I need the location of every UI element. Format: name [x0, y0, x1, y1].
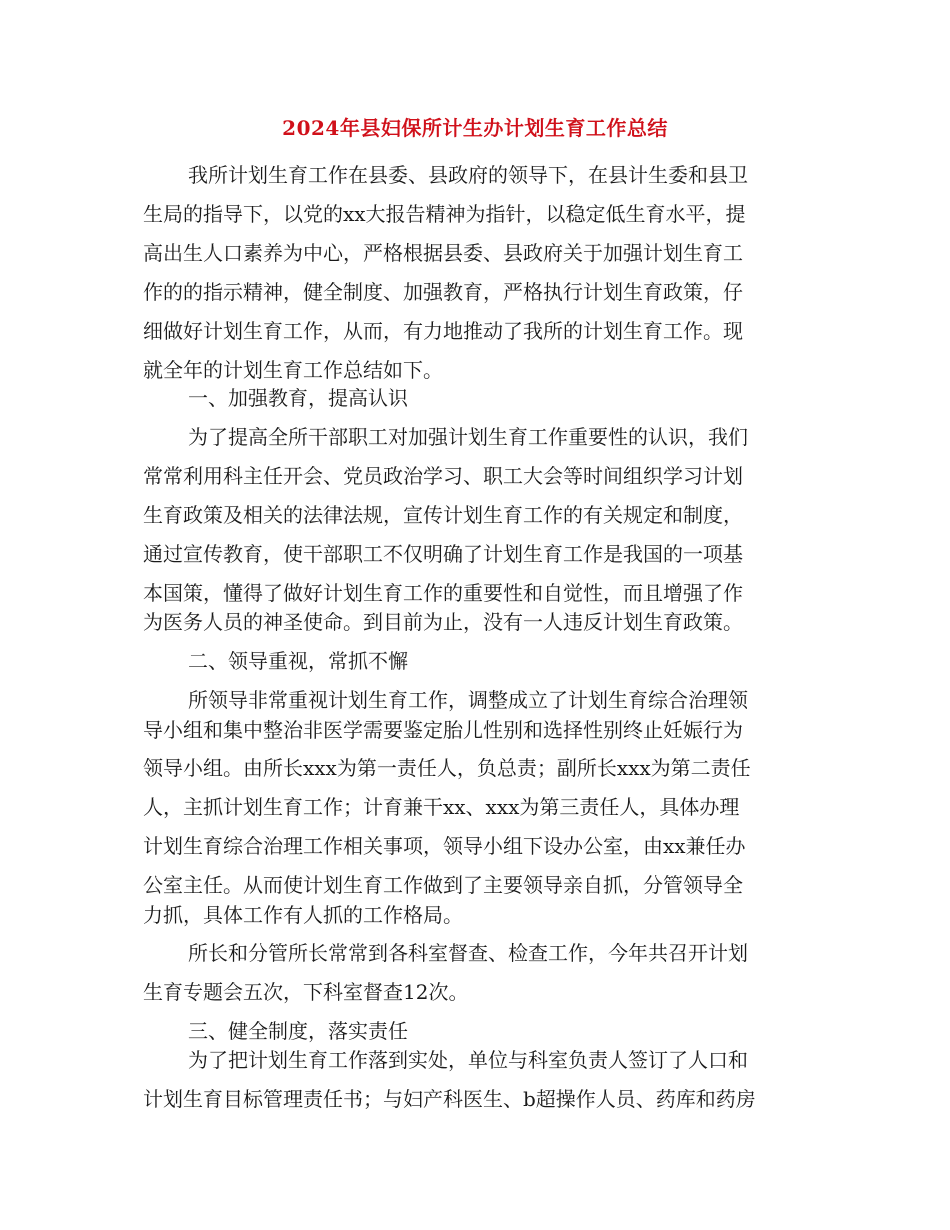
body-line: 所领导非常重视计划生育工作，调整成立了计划生育综合治理领 [188, 688, 748, 712]
body-line: 本国策，懂得了做好计划生育工作的重要性和自觉性，而且增强了作 [143, 581, 743, 605]
body-line: 就全年的计划生育工作总结如下。 [143, 358, 443, 382]
body-line: 计划生育目标管理责任书；与妇产科医生、b超操作人员、药库和药房 [143, 1087, 756, 1111]
body-line: 作的的指示精神，健全制度、加强教育，严格执行计划生育政策，仔 [143, 280, 743, 304]
body-line: 计划生育综合治理工作相关事项，领导小组下设办公室，由xx兼任办 [143, 834, 746, 858]
body-line: 力抓，具体工作有人抓的工作格局。 [143, 903, 463, 927]
body-line: 为医务人员的神圣使命。到目前为止，没有一人违反计划生育政策。 [143, 610, 743, 634]
body-line: 人，主抓计划生育工作；计育兼干xx、xxx为第三责任人，具体办理 [143, 795, 740, 819]
body-line: 生局的指导下，以党的xx大报告精神为指针，以稳定低生育水平，提 [143, 202, 746, 226]
body-line: 细做好计划生育工作，从而，有力地推动了我所的计划生育工作。现 [143, 319, 743, 343]
body-line: 我所计划生育工作在县委、县政府的领导下，在县计生委和县卫 [188, 163, 748, 187]
body-line: 高出生人口素养为中心，严格根据县委、县政府关于加强计划生育工 [143, 241, 743, 265]
document-title: 2024年县妇保所计生办计划生育工作总结 [282, 116, 668, 140]
body-line: 导小组和集中整治非医学需要鉴定胎儿性别和选择性别终止妊娠行为 [143, 718, 743, 742]
body-line: 常常利用科主任开会、党员政治学习、职工大会等时间组织学习计划 [143, 464, 743, 488]
body-line: 所长和分管所长常常到各科室督查、检查工作，今年共召开计划 [188, 941, 748, 965]
body-line: 生育专题会五次，下科室督查12次。 [143, 980, 469, 1004]
body-line: 通过宣传教育，使干部职工不仅明确了计划生育工作是我国的一项基 [143, 542, 743, 566]
body-line: 生育政策及相关的法律法规，宣传计划生育工作的有关规定和制度， [143, 503, 743, 527]
section-heading: 一、加强教育，提高认识 [188, 386, 408, 410]
body-line: 为了提高全所干部职工对加强计划生育工作重要性的认识，我们 [188, 425, 748, 449]
body-line: 为了把计划生育工作落到实处，单位与科室负责人签订了人口和 [188, 1048, 748, 1072]
body-line: 公室主任。从而使计划生育工作做到了主要领导亲自抓，分管领导全 [143, 873, 743, 897]
section-heading: 三、健全制度，落实责任 [188, 1019, 408, 1043]
section-heading: 二、领导重视，常抓不懈 [188, 649, 408, 673]
body-line: 领导小组。由所长xxx为第一责任人，负总责；副所长xxx为第二责任 [143, 756, 751, 780]
